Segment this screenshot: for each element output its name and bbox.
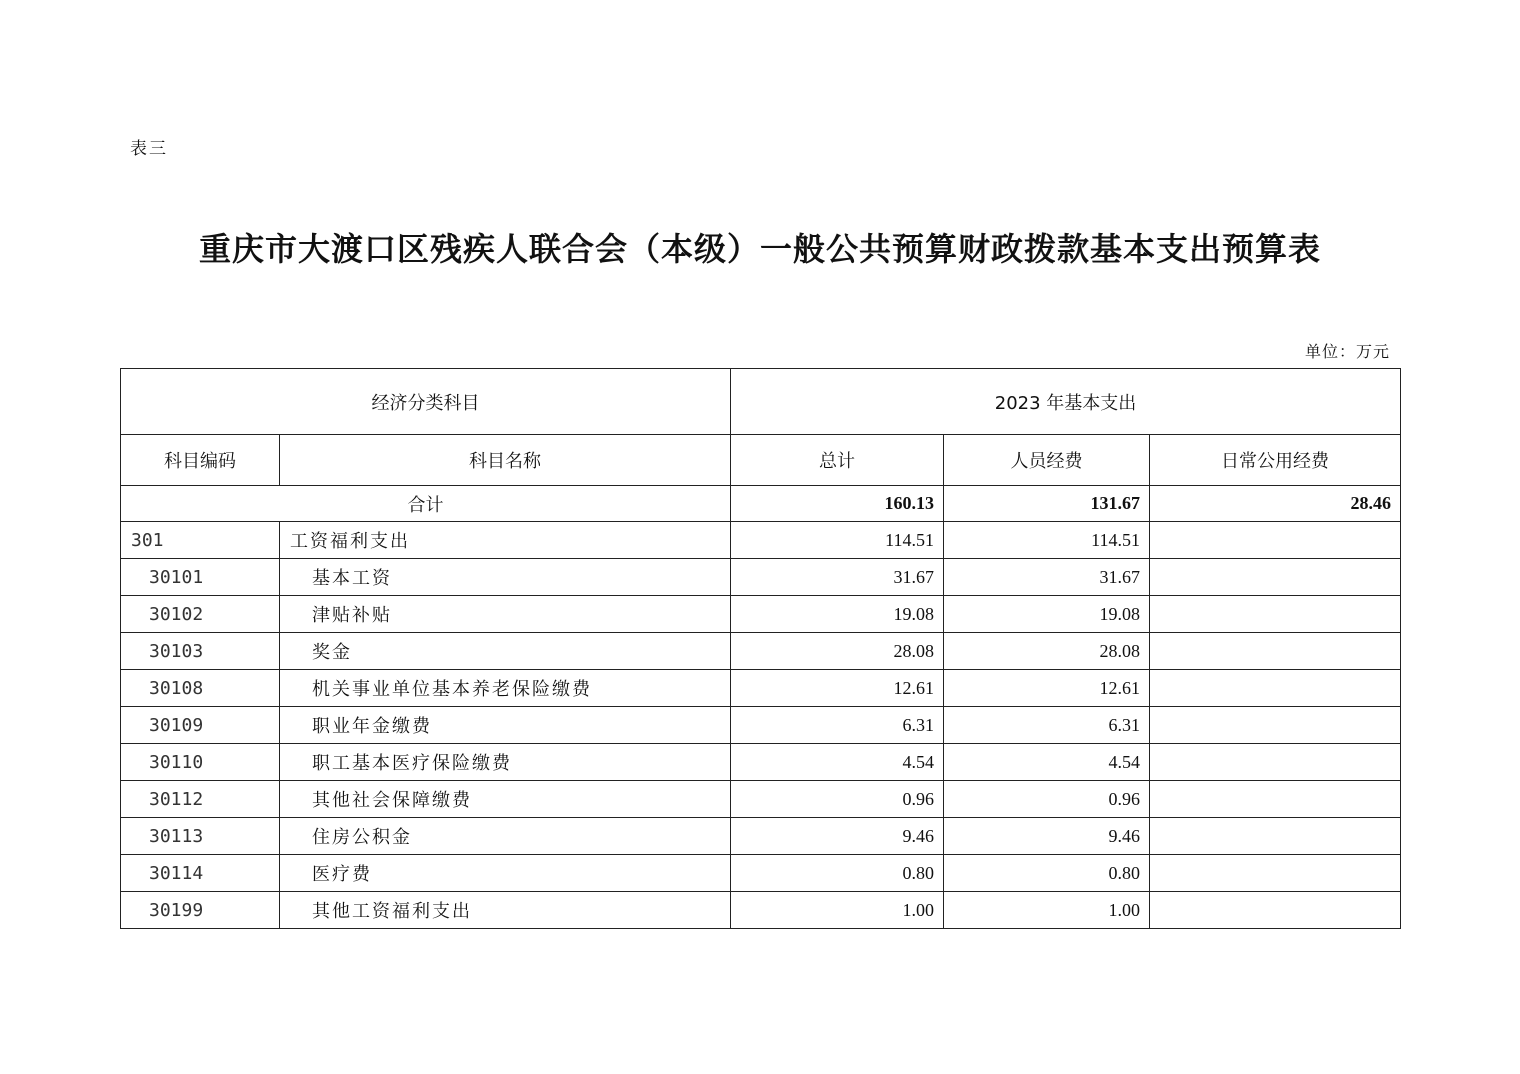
row-personnel: 0.80 bbox=[944, 855, 1150, 892]
table-row bbox=[121, 633, 1401, 670]
unit-label: 单位：万元 bbox=[1304, 342, 1390, 361]
row-total: 28.08 bbox=[731, 633, 944, 670]
row-personnel: 114.51 bbox=[944, 522, 1150, 559]
table-row bbox=[121, 744, 1401, 781]
table-row bbox=[121, 707, 1401, 744]
subject-name: 职工基本医疗保险缴费 bbox=[280, 744, 731, 781]
row-personnel: 31.67 bbox=[944, 559, 1150, 596]
subject-name: 奖金 bbox=[280, 633, 731, 670]
subject-code: 30102 bbox=[121, 596, 280, 633]
subject-code: 30113 bbox=[121, 818, 280, 855]
subject-name: 医疗费 bbox=[280, 855, 731, 892]
subject-code: 30101 bbox=[121, 559, 280, 596]
subject-code: 30114 bbox=[121, 855, 280, 892]
subject-code: 30199 bbox=[121, 892, 280, 929]
row-total: 12.61 bbox=[731, 670, 944, 707]
subject-name: 基本工资 bbox=[280, 559, 731, 596]
row-public bbox=[1150, 855, 1401, 892]
row-public bbox=[1150, 596, 1401, 633]
subject-name: 津贴补贴 bbox=[280, 596, 731, 633]
header-row-columns bbox=[121, 435, 1401, 486]
row-total: 31.67 bbox=[731, 559, 944, 596]
subject-name: 其他社会保障缴费 bbox=[280, 781, 731, 818]
subject-code: 30103 bbox=[121, 633, 280, 670]
table-row bbox=[121, 855, 1401, 892]
row-personnel: 12.61 bbox=[944, 670, 1150, 707]
row-total: 0.96 bbox=[731, 781, 944, 818]
row-public bbox=[1150, 781, 1401, 818]
header-public-expenses: 日常公用经费 bbox=[1150, 435, 1401, 486]
subject-code: 30112 bbox=[121, 781, 280, 818]
total-amount: 160.13 bbox=[731, 486, 944, 522]
row-personnel: 4.54 bbox=[944, 744, 1150, 781]
row-personnel: 28.08 bbox=[944, 633, 1150, 670]
row-total: 19.08 bbox=[731, 596, 944, 633]
header-economic-classification: 经济分类科目 bbox=[121, 369, 731, 435]
header-total: 总计 bbox=[731, 435, 944, 486]
row-personnel: 1.00 bbox=[944, 892, 1150, 929]
row-public bbox=[1150, 744, 1401, 781]
row-public bbox=[1150, 522, 1401, 559]
row-public bbox=[1150, 559, 1401, 596]
table-row bbox=[121, 559, 1401, 596]
row-personnel: 0.96 bbox=[944, 781, 1150, 818]
header-basic-expenditure-2023: 2023 年基本支出 bbox=[731, 369, 1401, 435]
budget-table bbox=[120, 368, 1401, 929]
table-row bbox=[121, 818, 1401, 855]
total-label: 合计 bbox=[121, 486, 731, 522]
row-total: 0.80 bbox=[731, 855, 944, 892]
row-personnel: 6.31 bbox=[944, 707, 1150, 744]
row-total: 9.46 bbox=[731, 818, 944, 855]
subject-name: 住房公积金 bbox=[280, 818, 731, 855]
subject-code: 301 bbox=[121, 522, 280, 559]
header-subject-name: 科目名称 bbox=[280, 435, 731, 486]
table-row bbox=[121, 892, 1401, 929]
page-title: 重庆市大渡口区残疾人联合会（本级）一般公共预算财政拨款基本支出预算表 bbox=[198, 230, 1321, 268]
row-public bbox=[1150, 707, 1401, 744]
total-personnel: 131.67 bbox=[944, 486, 1150, 522]
table-row bbox=[121, 781, 1401, 818]
subject-code: 30109 bbox=[121, 707, 280, 744]
row-public bbox=[1150, 670, 1401, 707]
row-public bbox=[1150, 633, 1401, 670]
table-number: 表三 bbox=[130, 139, 168, 159]
subject-code: 30108 bbox=[121, 670, 280, 707]
subject-name: 机关事业单位基本养老保险缴费 bbox=[280, 670, 731, 707]
row-public bbox=[1150, 892, 1401, 929]
row-total: 114.51 bbox=[731, 522, 944, 559]
subject-name: 工资福利支出 bbox=[280, 522, 731, 559]
header-subject-code: 科目编码 bbox=[121, 435, 280, 486]
row-total: 6.31 bbox=[731, 707, 944, 744]
table-row bbox=[121, 596, 1401, 633]
row-personnel: 19.08 bbox=[944, 596, 1150, 633]
total-row bbox=[121, 486, 1401, 522]
row-total: 4.54 bbox=[731, 744, 944, 781]
row-total: 1.00 bbox=[731, 892, 944, 929]
header-row-group bbox=[121, 369, 1401, 435]
row-personnel: 9.46 bbox=[944, 818, 1150, 855]
table-row bbox=[121, 522, 1401, 559]
total-public: 28.46 bbox=[1150, 486, 1401, 522]
subject-code: 30110 bbox=[121, 744, 280, 781]
row-public bbox=[1150, 818, 1401, 855]
header-personnel-expenses: 人员经费 bbox=[944, 435, 1150, 486]
table-row bbox=[121, 670, 1401, 707]
subject-name: 职业年金缴费 bbox=[280, 707, 731, 744]
subject-name: 其他工资福利支出 bbox=[280, 892, 731, 929]
